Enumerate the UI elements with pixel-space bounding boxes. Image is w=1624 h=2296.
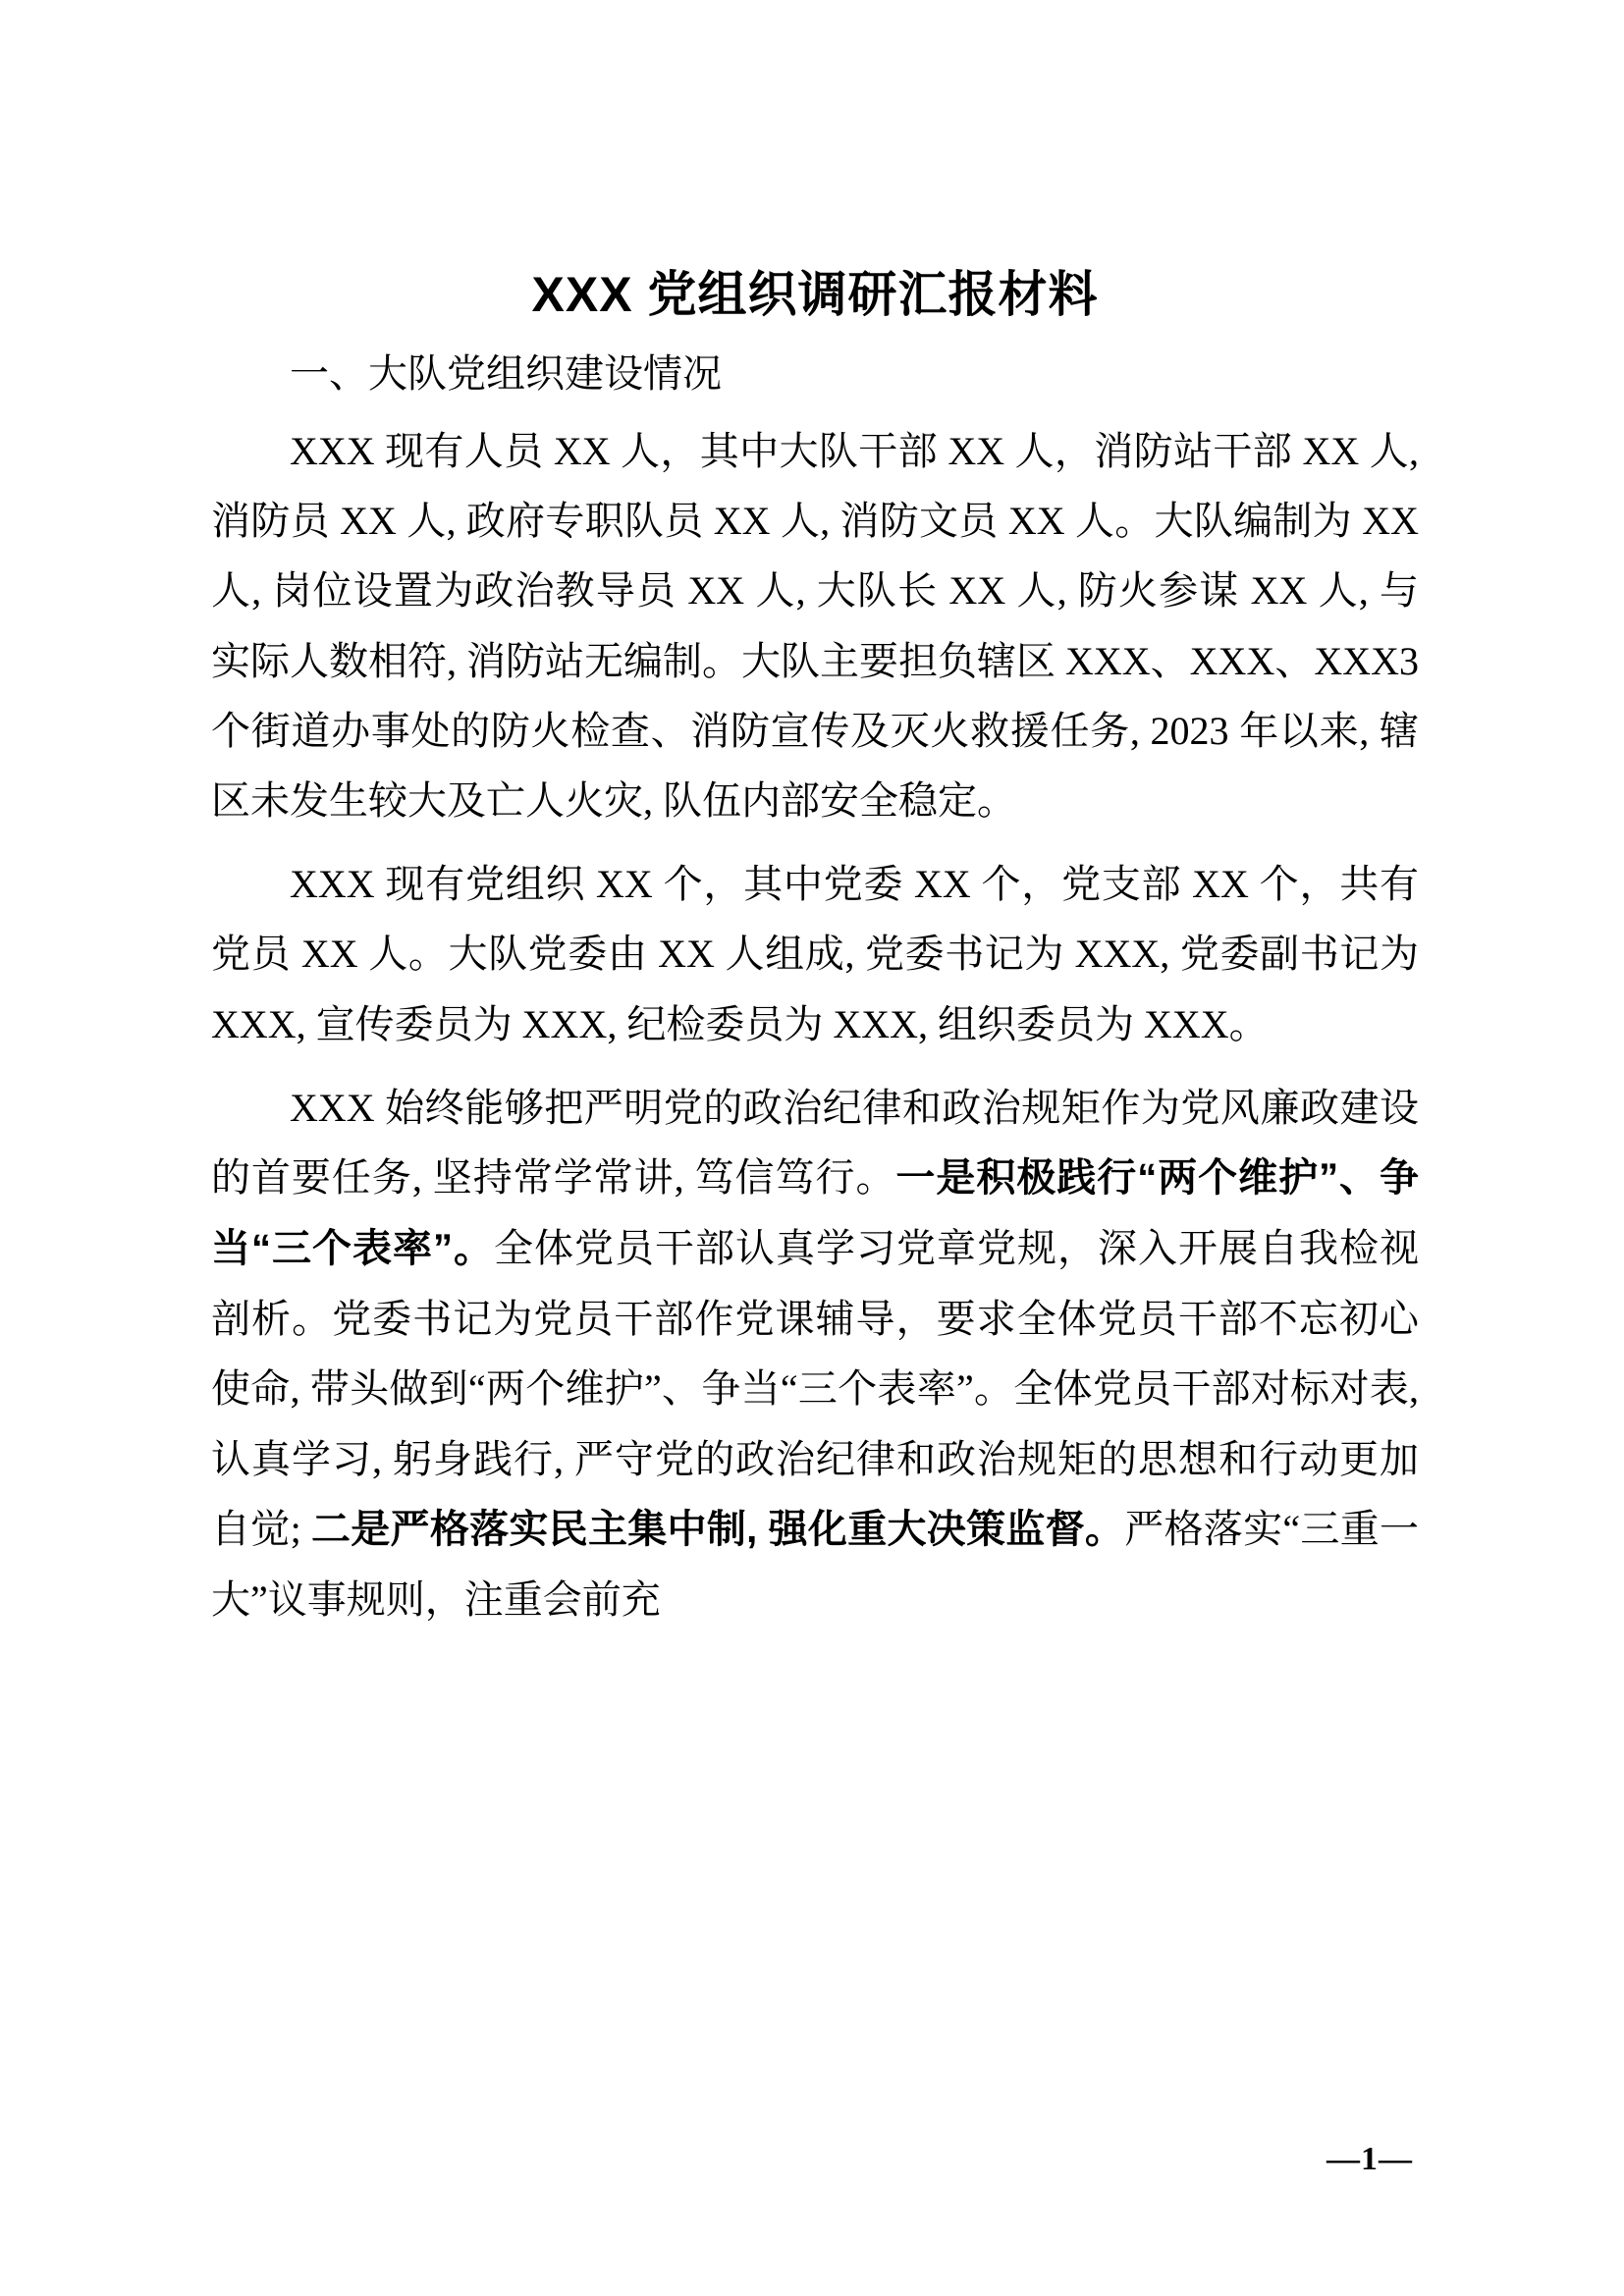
- paragraph-discipline-tail: 严格落实“三重一大”议事规则，注重会前充: [211, 1506, 1419, 1622]
- page-number: —1—: [1326, 2141, 1413, 2177]
- paragraph-discipline-middle: 全体党员干部认真学习党章党规，深入开展自我检视剖析。党委书记为党员干部作党课辅导，要求全体党员干部不忘初心使命, 带头做到“两个维护”、争当“三个表率”。全体党员干部对标对表, 认真学习, 躬身践行, 严守党的政治纪律和政治规矩的思想和行动更加自觉;: [211, 1226, 1419, 1551]
- paragraph-party-organization: XXX 现有党组织 XX 个，其中党委 XX 个，党支部 XX 个，共有党员 XX 人。大队党委由 XX 人组成, 党委书记为 XXX, 党委副书记为 XXX, 宣传委员为 XXX, 纪检委员为 XXX, 组织委员为 XXX。: [211, 862, 1419, 1046]
- paragraph-discipline: [211, 1073, 1419, 1635]
- page-title: XXX 党组织调研汇报材料: [531, 267, 1099, 322]
- paragraph-discipline-lead: XXX 始终能够把严明党的政治纪律和政治规矩作为党风廉政建设的首要任务, 坚持常学常讲, 笃信笃行。: [211, 1085, 1419, 1200]
- document-body: [211, 265, 1419, 1648]
- paragraph-personnel: XXX 现有人员 XX 人，其中大队干部 XX 人，消防站干部 XX 人, 消防员 XX 人, 政府专职队员 XX 人, 消防文员 XX 人。大队编制为 XX 人, 岗位设置为政治教导员 XX 人, 大队长 XX 人, 防火参谋 XX 人, 与实际人数相符, 消防站无编制。大队主要担负辖区 XXX、XXX、XXX3 个街道办事处的防火检查、消防宣传及灭火救援任务, 2023 年以来, 辖区未发生较大及亡人火灾, 队伍内部安全稳定。: [211, 429, 1419, 823]
- paragraph-discipline-bold-one: 一是积极践行“两个维护”、争当“三个表率”。: [211, 1155, 1420, 1271]
- section-heading: 一、大队党组织建设情况: [290, 351, 722, 396]
- paragraph-discipline-bold-two: 二是严格落实民主集中制, 强化重大决策监督。: [310, 1507, 1125, 1551]
